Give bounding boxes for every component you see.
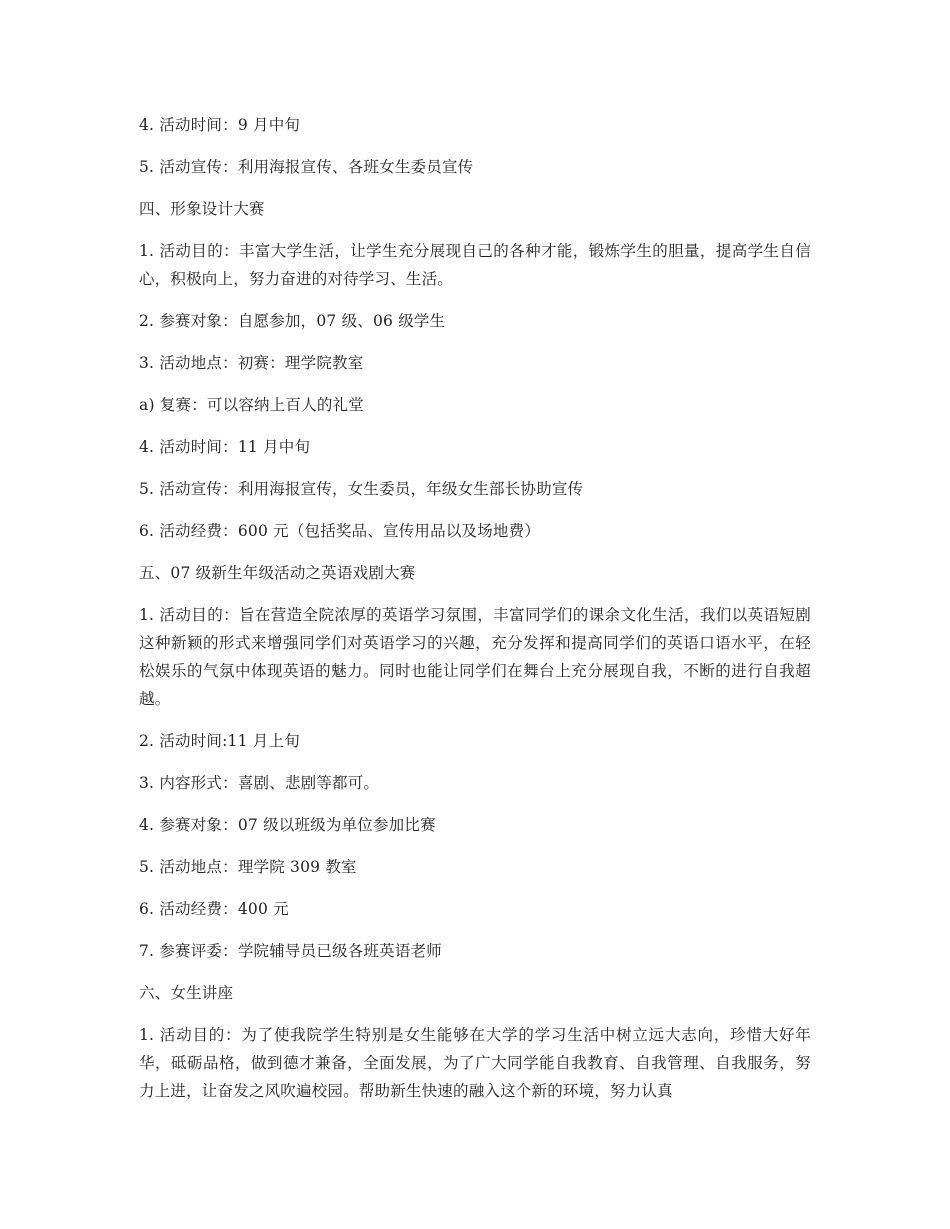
item-activity-time: 4. 活动时间：11 月中旬 <box>139 438 311 456</box>
item-activity-budget: 6. 活动经费：400 元 <box>139 900 289 918</box>
item-activity-budget: 6. 活动经费：600 元（包括奖品、宣传用品以及场地费） <box>139 522 541 540</box>
section-heading-female-lecture: 六、女生讲座 <box>139 984 234 1002</box>
section-heading-english-drama: 五、07 级新生年级活动之英语戏剧大赛 <box>139 564 416 582</box>
item-activity-publicity: 5. 活动宣传：利用海报宣传，女生委员，年级女生部长协助宣传 <box>139 480 584 498</box>
item-content-format: 3. 内容形式：喜剧、悲剧等都可。 <box>139 774 380 792</box>
item-activity-publicity: 5. 活动宣传：利用海报宣传、各班女生委员宣传 <box>139 158 474 176</box>
item-judges: 7. 参赛评委：学院辅导员已级各班英语老师 <box>139 942 442 960</box>
item-activity-purpose: 1. 活动目的：为了使我院学生特别是女生能够在大学的学习生活中树立远大志向，珍惜大好年华，砥砺品格，做到德才兼备，全面发展，为了广大同学能自我教育、自我管理、自我服务，努力上进，让奋发之风吹遍校园。帮助新生快速的融入这个新的环境，努力认真 <box>139 1026 811 1100</box>
item-activity-location: 5. 活动地点：理学院 309 教室 <box>139 858 357 876</box>
section-heading-image-design: 四、形象设计大赛 <box>139 200 265 218</box>
item-activity-time: 2. 活动时间:11 月上旬 <box>139 732 300 750</box>
document-page <box>139 111 811 1119</box>
item-activity-purpose: 1. 活动目的：旨在营造全院浓厚的英语学习氛围，丰富同学们的课余文化生活，我们以英语短剧这种新颖的形式来增强同学们对英语学习的兴趣，充分发挥和提高同学们的英语口语水平，在轻松娱乐的气氛中体现英语的魅力。同时也能让同学们在舞台上充分展现自我，不断的进行自我超越。 <box>139 606 811 708</box>
item-rematch-venue: a) 复赛：可以容纳上百人的礼堂 <box>139 396 364 414</box>
item-activity-location: 3. 活动地点：初赛：理学院教室 <box>139 354 364 372</box>
item-activity-purpose: 1. 活动目的：丰富大学生活，让学生充分展现自己的各种才能，锻炼学生的胆量，提高学生自信心，积极向上，努力奋进的对待学习、生活。 <box>139 242 811 288</box>
item-participants: 4. 参赛对象：07 级以班级为单位参加比赛 <box>139 816 436 834</box>
item-activity-time: 4. 活动时间：9 月中旬 <box>139 116 301 134</box>
item-participants: 2. 参赛对象：自愿参加，07 级、06 级学生 <box>139 312 446 330</box>
